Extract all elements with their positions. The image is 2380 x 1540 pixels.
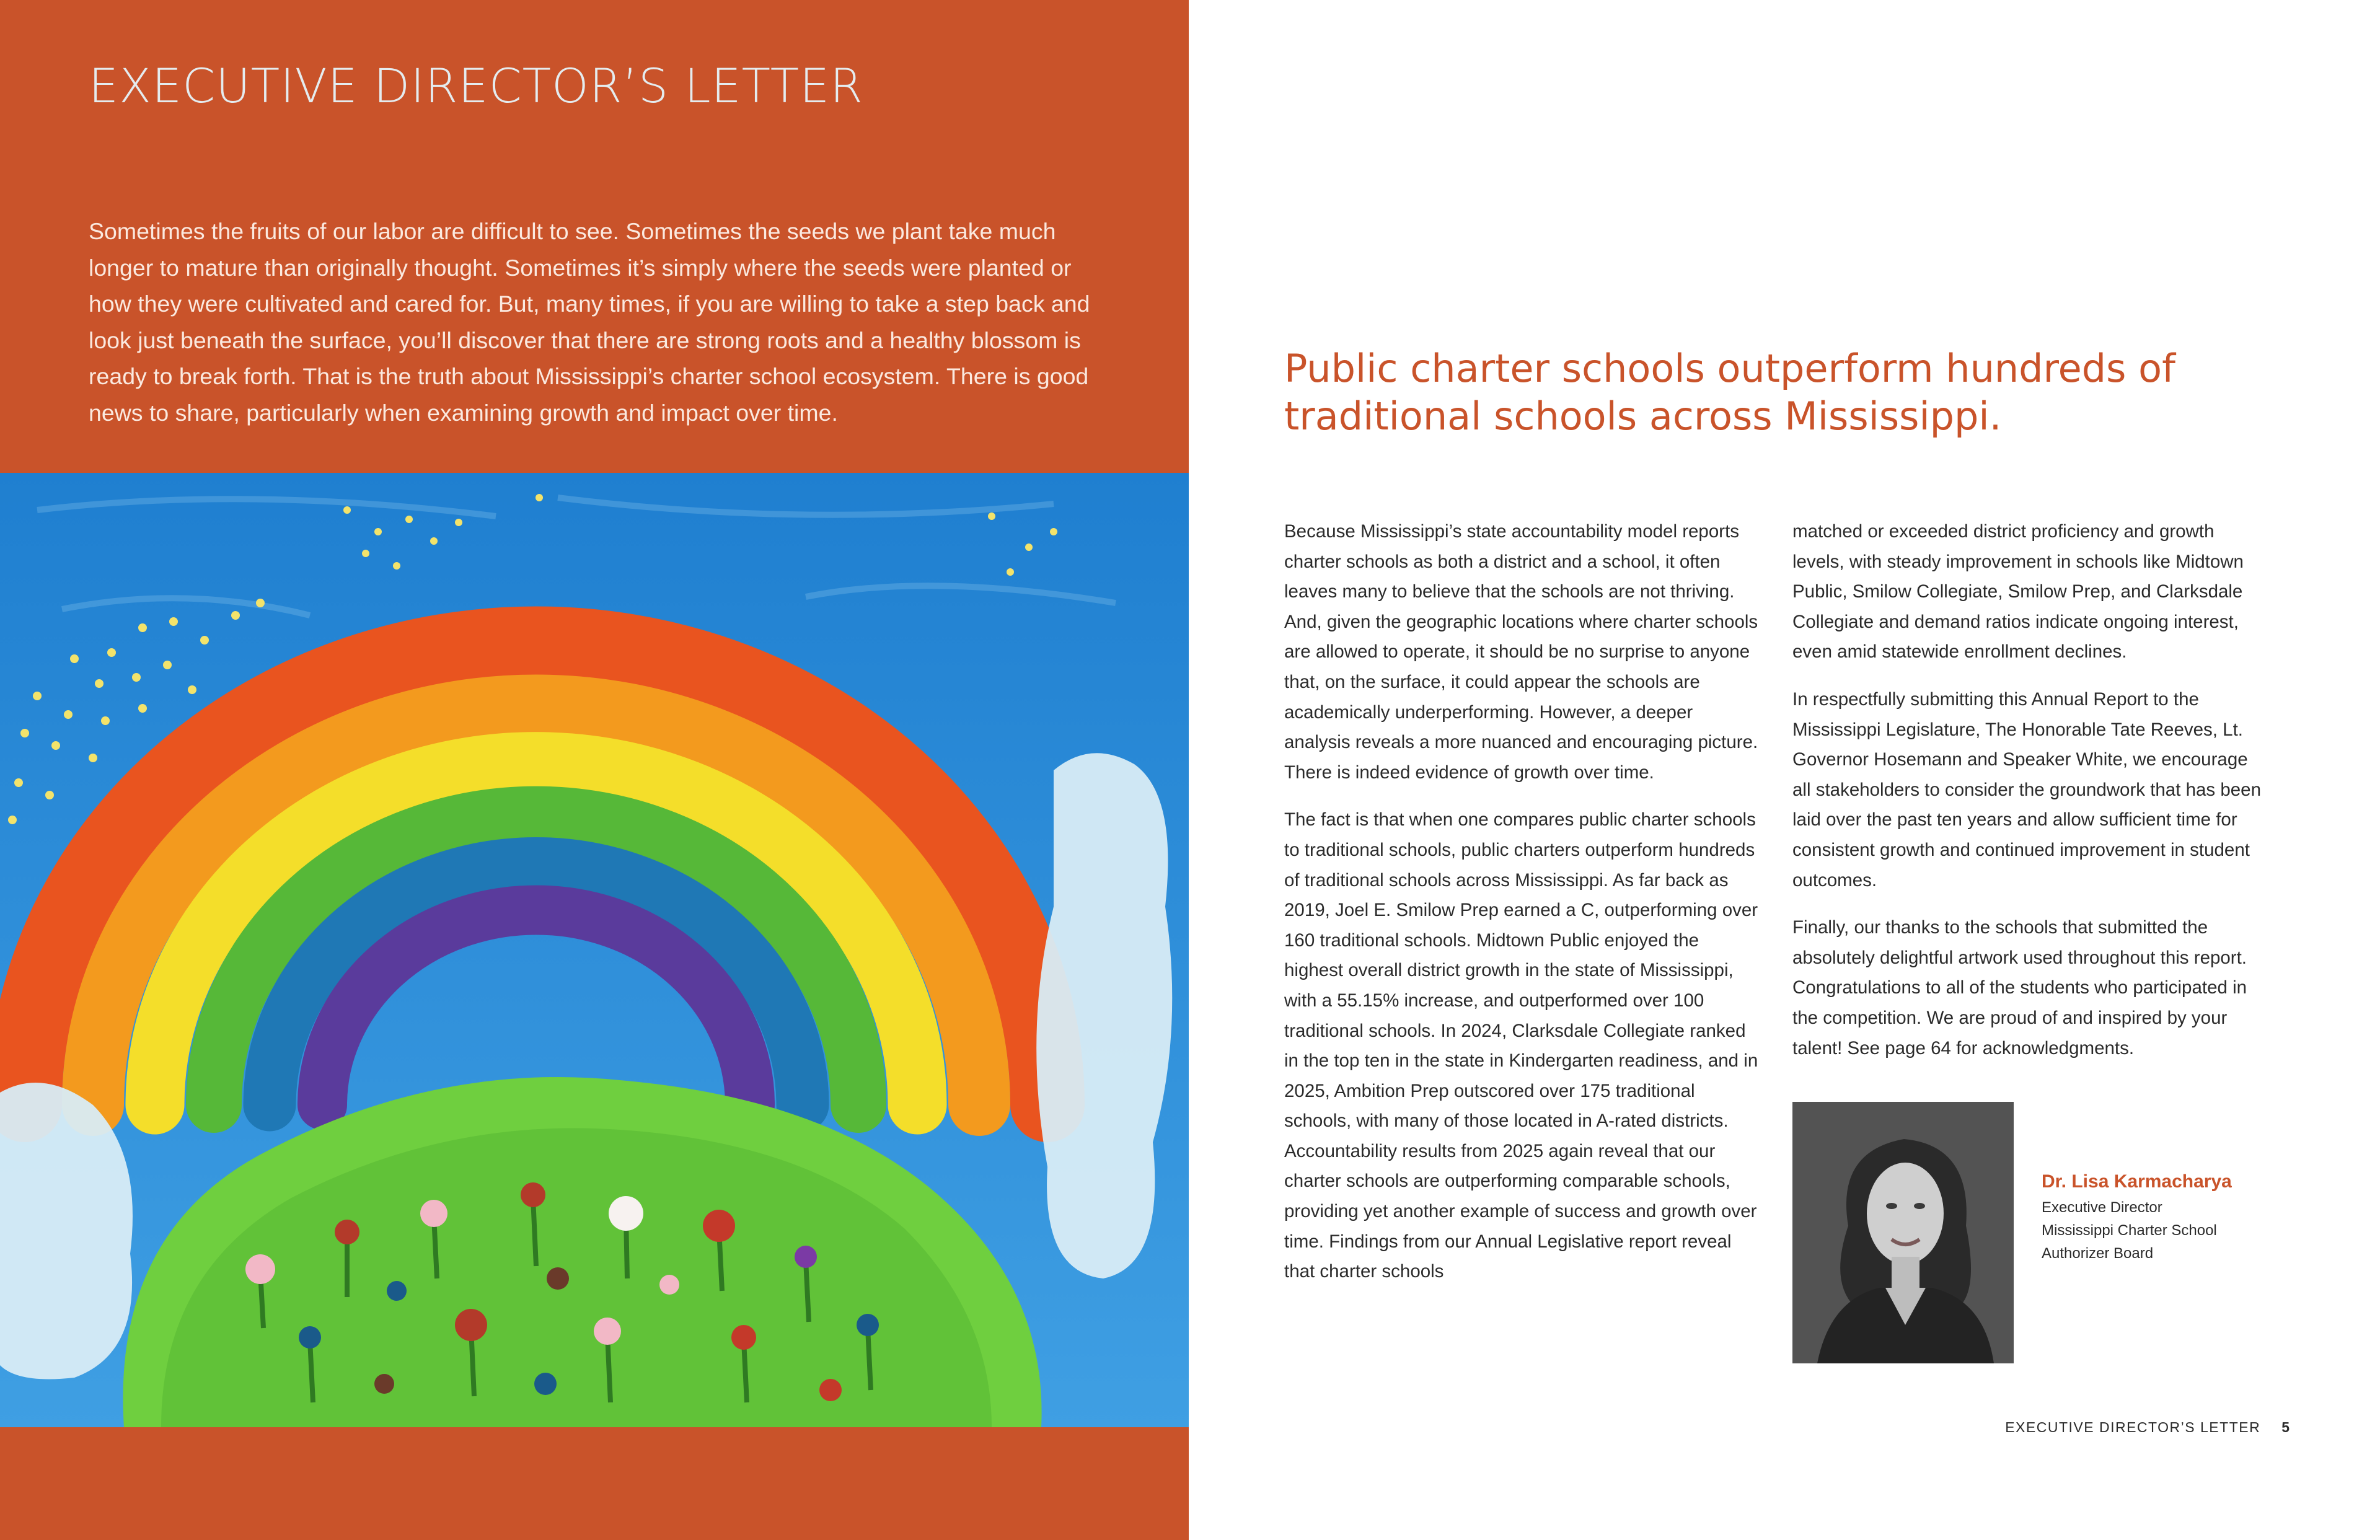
running-head: EXECUTIVE DIRECTOR’S LETTER	[2005, 1419, 2261, 1435]
signatory-org: Authorizer Board	[2042, 1245, 2154, 1262]
left-page	[0, 0, 1189, 1540]
body-column-1	[1284, 517, 1763, 1305]
body-paragraph: matched or exceeded district proficiency and growth levels, with steady improvement in schools like Midtown Public, Smilow Collegiate, Smilow Prep, and Clarksdale Collegiate and demand ratios indicate ongoing interest, even amid statewide enrollment declines.	[1792, 521, 2244, 662]
signatory-name: Dr. Lisa Karmacharya	[2042, 1171, 2232, 1192]
body-paragraph: Because Mississippi’s state accountability model reports charter schools as both a district and a school, it often leaves many to believe that the schools are not thriving. And, given the geographic locations where charter schools are allowed to operate, it should be no surprise to anyone that, on the surface, it could appear the schools are academically underperforming. However, a deeper analysis reveals a more nuanced and encouraging picture. There is indeed evidence of growth over time.	[1284, 521, 1758, 783]
body-paragraph: The fact is that when one compares public charter schools to traditional schools, public charters outperform hundreds of traditional schools across Mississippi. As far back as 2019, Joel E. Smilow Prep earned a C, outperforming over 160 traditional schools. Midtown Public enjoyed the highest overall district growth in the state of Mississippi, with a 55.15% increase, and outperformed over 100 traditional schools. In 2024, Clarksdale Collegiate ranked in the top ten in the state in Kindergarten readiness, and in 2025, Ambition Prep outscored over 175 traditional schools, with many of those located in A-rated districts. Accountability results from 2025 again reveal that our charter schools are outperforming comparable schools, providing yet another example of success and growth over time. Findings from our Annual Legislative report reveal that charter schools	[1284, 809, 1758, 1282]
signatory-title: Executive Director	[2042, 1199, 2162, 1216]
running-footer	[2005, 1419, 2290, 1436]
section-title: EXECUTIVE DIRECTOR’S LETTER	[89, 58, 863, 113]
director-portrait	[1792, 1102, 2014, 1363]
page-number: 5	[2281, 1419, 2290, 1435]
rainbow-painting	[0, 473, 1189, 1427]
body-column-2	[1792, 517, 2271, 1081]
rainbow-artwork	[0, 473, 1189, 1427]
signature-block	[2042, 1171, 2339, 1265]
intro-paragraph: Sometimes the fruits of our labor are difficult to see. Sometimes the seeds we plant take much longer to mature than originally thought. Sometimes it’s simply where the seeds were planted or how they were cultivated and cared for. But, many times, if you are willing to take a step back and look just beneath the surface, you’ll discover that there are strong roots and a healthy blossom is ready to break forth. That is the truth about Mississippi’s charter school ecosystem. There is good news to share, particularly when examining growth and impact over time.	[89, 218, 1090, 426]
body-paragraph: In respectfully submitting this Annual Report to the Mississippi Legislature, The Honorable Tate Reeves, Lt. Governor Hosemann and Speaker White, we encourage all stakeholders to consider the groundwork that has been laid over the past ten years and allow sufficient time for consistent growth and continued improvement in student outcomes.	[1792, 689, 2261, 891]
body-paragraph: Finally, our thanks to the schools that submitted the absolutely delightful artwork used throughout this report. Congratulations to all of the students who participated in the competition. We are proud of and inspired by your talent! See page 64 for acknowledgments.	[1792, 917, 2247, 1058]
portrait-photo	[1792, 1102, 2014, 1363]
headline: Public charter schools outperform hundreds of traditional schools across Mississippi.	[1284, 346, 2175, 439]
signatory-org: Mississippi Charter School	[2042, 1222, 2217, 1239]
